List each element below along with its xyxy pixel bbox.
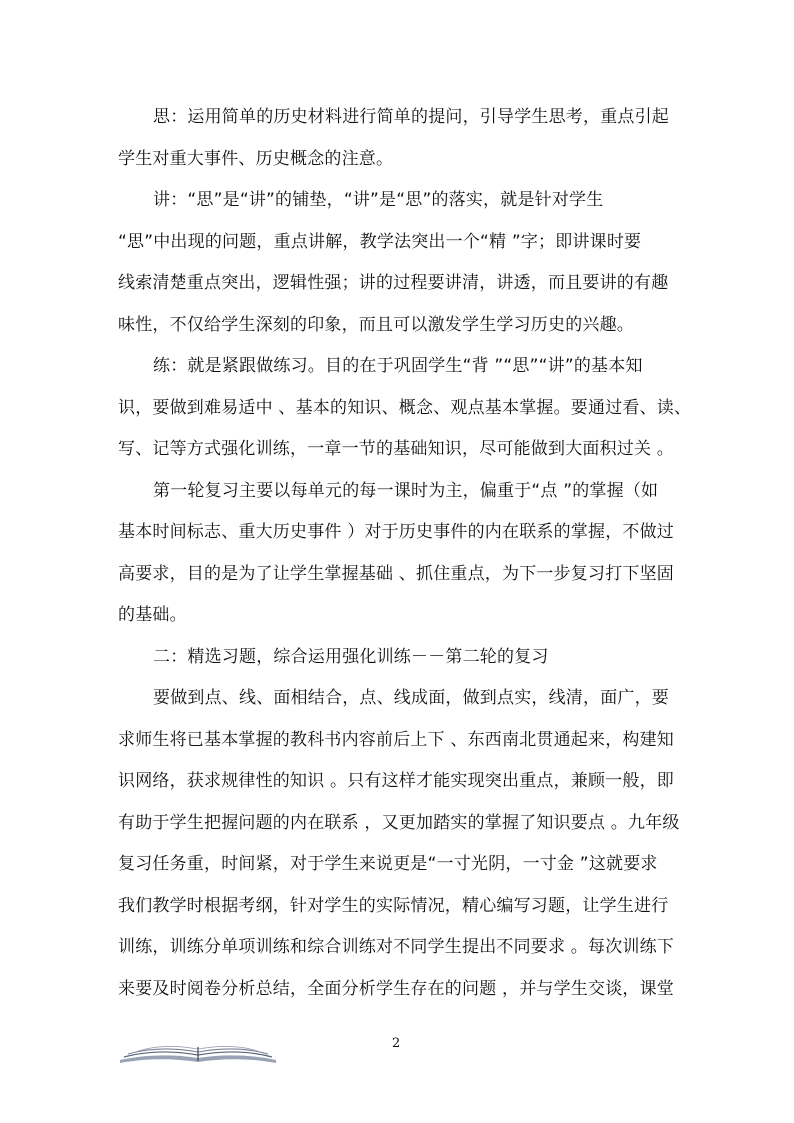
text-line: 味性，不仅给学生深刻的印象，而且可以激发学生学习历史的兴趣。 bbox=[118, 315, 634, 335]
text-line: 写、记等方式强化训练，一章一节的基础知识，尽可能做到大面积过关 。 bbox=[118, 439, 675, 459]
text-line: 线索清楚重点突出，逻辑性强；讲的过程要讲清，讲透，而且要讲的有趣 bbox=[118, 273, 669, 293]
text-line: 讲：“思”是“讲”的铺垫，“讲”是“思”的落实，就是针对学生 bbox=[153, 190, 604, 210]
page-number: 2 bbox=[392, 1036, 401, 1051]
text-line: 的基础。 bbox=[118, 605, 187, 625]
text-line: 来要及时阅卷分析总结，全面分析学生存在的问题 ，并与学生交谈，课堂 bbox=[118, 979, 675, 999]
text-line: 要做到点、线、面相结合，点、线成面，做到点实，线清，面广，要 bbox=[153, 688, 669, 708]
text-line: 训练，训练分单项训练和综合训练对不同学生提出不同要求 。每次训练下 bbox=[118, 937, 675, 957]
text-line: 有助于学生把握问题的内在联系 ，又更加踏实的掌握了知识要点 。九年级 bbox=[118, 813, 680, 833]
text-line: 识，要做到难易适中 、基本的知识、概念、观点基本掌握。要通过看、读、 bbox=[118, 398, 692, 418]
open-book-icon bbox=[118, 1036, 278, 1064]
text-line: “思”中出现的问题，重点讲解，教学法突出一个“精 ”字；即讲课时要 bbox=[118, 232, 642, 252]
text-line: 我们教学时根据考纲，针对学生的实际情况，精心编写习题，让学生进行 bbox=[118, 896, 669, 916]
text-line: 复习任务重，时间紧，对于学生来说更是“一寸光阴，一寸金 ”这就要求 bbox=[118, 854, 658, 874]
text-line: 求师生将已基本掌握的教科书内容前后上下 、东西南北贯通起来，构建知 bbox=[118, 730, 675, 750]
text-line: 基本时间标志、重大历史事件 ）对于历史事件的内在联系的掌握，不做过 bbox=[118, 522, 675, 542]
text-line: 思：运用简单的历史材料进行简单的提问，引导学生思考，重点引起 bbox=[153, 107, 669, 127]
section-heading: 二：精选习题，综合运用强化训练－－第二轮的复习 bbox=[153, 647, 549, 667]
text-line: 高要求，目的是为了让学生掌握基础 、抓住重点，为下一步复习打下坚固 bbox=[118, 564, 675, 584]
text-line: 练：就是紧跟做练习。目的在于巩固学生“背 ”“思”“讲”的基本知 bbox=[153, 356, 643, 376]
text-line: 第一轮复习主要以每单元的每一课时为主，偏重于“点 ”的掌握（如 bbox=[153, 481, 659, 501]
text-line: 识网络，获求规律性的知识 。只有这样才能实现突出重点，兼顾一般，即 bbox=[118, 771, 675, 791]
text-line: 学生对重大事件、历史概念的注意。 bbox=[118, 149, 394, 169]
